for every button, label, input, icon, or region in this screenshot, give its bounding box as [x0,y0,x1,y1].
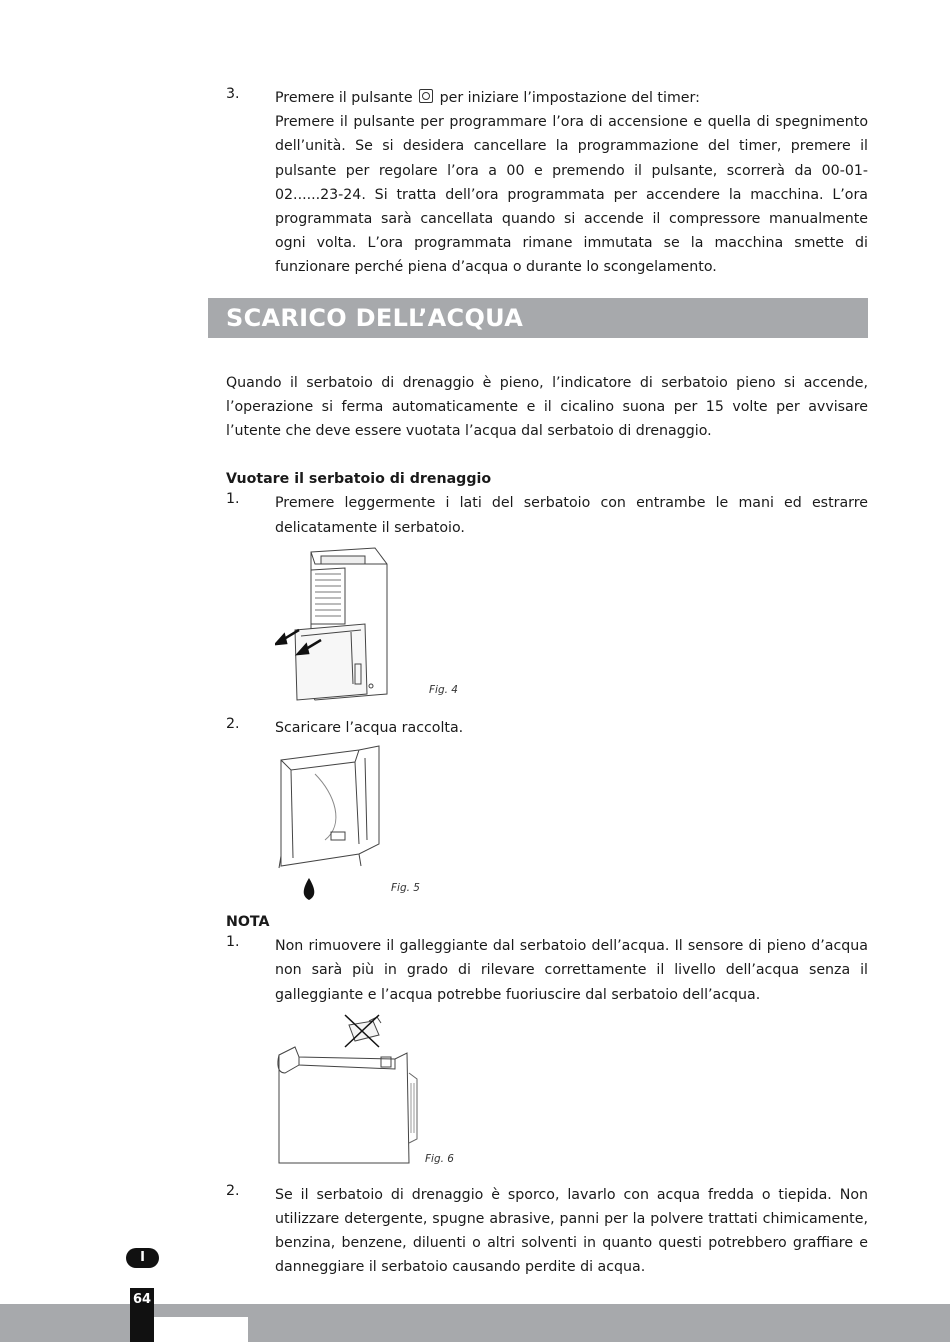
nota-1 [226,934,868,1007]
figure-6 [275,1013,868,1183]
fig-6-caption: Fig. 6 [425,1152,454,1165]
page-number: 64 [130,1288,154,1342]
step-text: Premere leggermente i lati del serbatoio con entrambe le mani ed estrarre delicatamente il serbatoio. [275,495,868,536]
page-content [226,86,868,1280]
section-title: SCARICO DELL’ACQUA [208,298,868,338]
intro-paragraph: Quando il serbatoio di drenaggio è pieno, l’indicatore di serbatoio pieno si accende, l’operazione si ferma automaticamente e il cicalino suona per 15 volte per avvisare l’utente che deve essere vuotata l’acqua dal serbatoio di drenaggio. [226,374,868,440]
tank-emptying-illustration [275,744,435,904]
step-3 [226,86,868,280]
step-number: 3. [226,86,240,102]
step-number: 1. [226,491,240,508]
water-drop-icon [304,878,315,900]
figure-5 [275,744,868,910]
nota-heading: NOTA [226,914,270,931]
step-number: 2. [226,715,240,732]
subheading: Vuotare il serbatoio di drenaggio [226,471,492,488]
language-badge: I [126,1248,159,1268]
step-text: Scaricare l’acqua raccolta. [275,719,464,736]
step-3-intro: Premere il pulsante per iniziare l’impostazione del timer: [275,90,700,106]
nota-text: Non rimuovere il galleggiante dal serbatoio dell’acqua. Il sensore di pieno d’acqua non sarà più in grado di rilevare correttamente il livello dell’acqua senza il galleggiante e l’acqua potrebbe fuoriuscire dal serbatoio dell’acqua. [275,938,868,1003]
step-1 [226,491,868,539]
figure-4 [275,544,868,716]
timer-button-icon [419,89,433,103]
dehumidifier-tank-removal-illustration [275,544,435,706]
step-2 [226,716,868,740]
fig-5-caption: Fig. 5 [391,882,420,895]
fig-4-caption: Fig. 4 [429,683,458,696]
nota-text: Se il serbatoio di drenaggio è sporco, lavarlo con acqua fredda o tiepida. Non utilizzare detergente, spugne abrasive, panni per la polvere trattati chimicamente, benzina, benzene, diluenti o altri solventi in quanto questi potrebbero graffiare e danneggiare il serbatoio causando perdite di acqua. [275,1186,868,1276]
step-3-body: Premere il pulsante per programmare l’ora di accensione e quella di spegnimento dell’unità. Se si desidera cancellare la programmazione del timer, premere il pulsante per regolare l’ora a 00 e premendo il pulsante, scorrerà da 00-01-02......23-24. Si tratta dell’ora programmata per accendere la macchina. L’ora programmata sarà cancellata quando si accende il compressore manualmente ogni volta. L’ora programmata rimane immutata se la macchina smette di funzionare perché piena d’acqua o durante lo scongelamento. [275,114,868,276]
step-number: 2. [226,1182,240,1199]
footer-strip [154,1317,248,1342]
tank-float-warning-illustration [275,1013,435,1169]
nota-2 [226,1183,868,1280]
step-number: 1. [226,934,240,951]
